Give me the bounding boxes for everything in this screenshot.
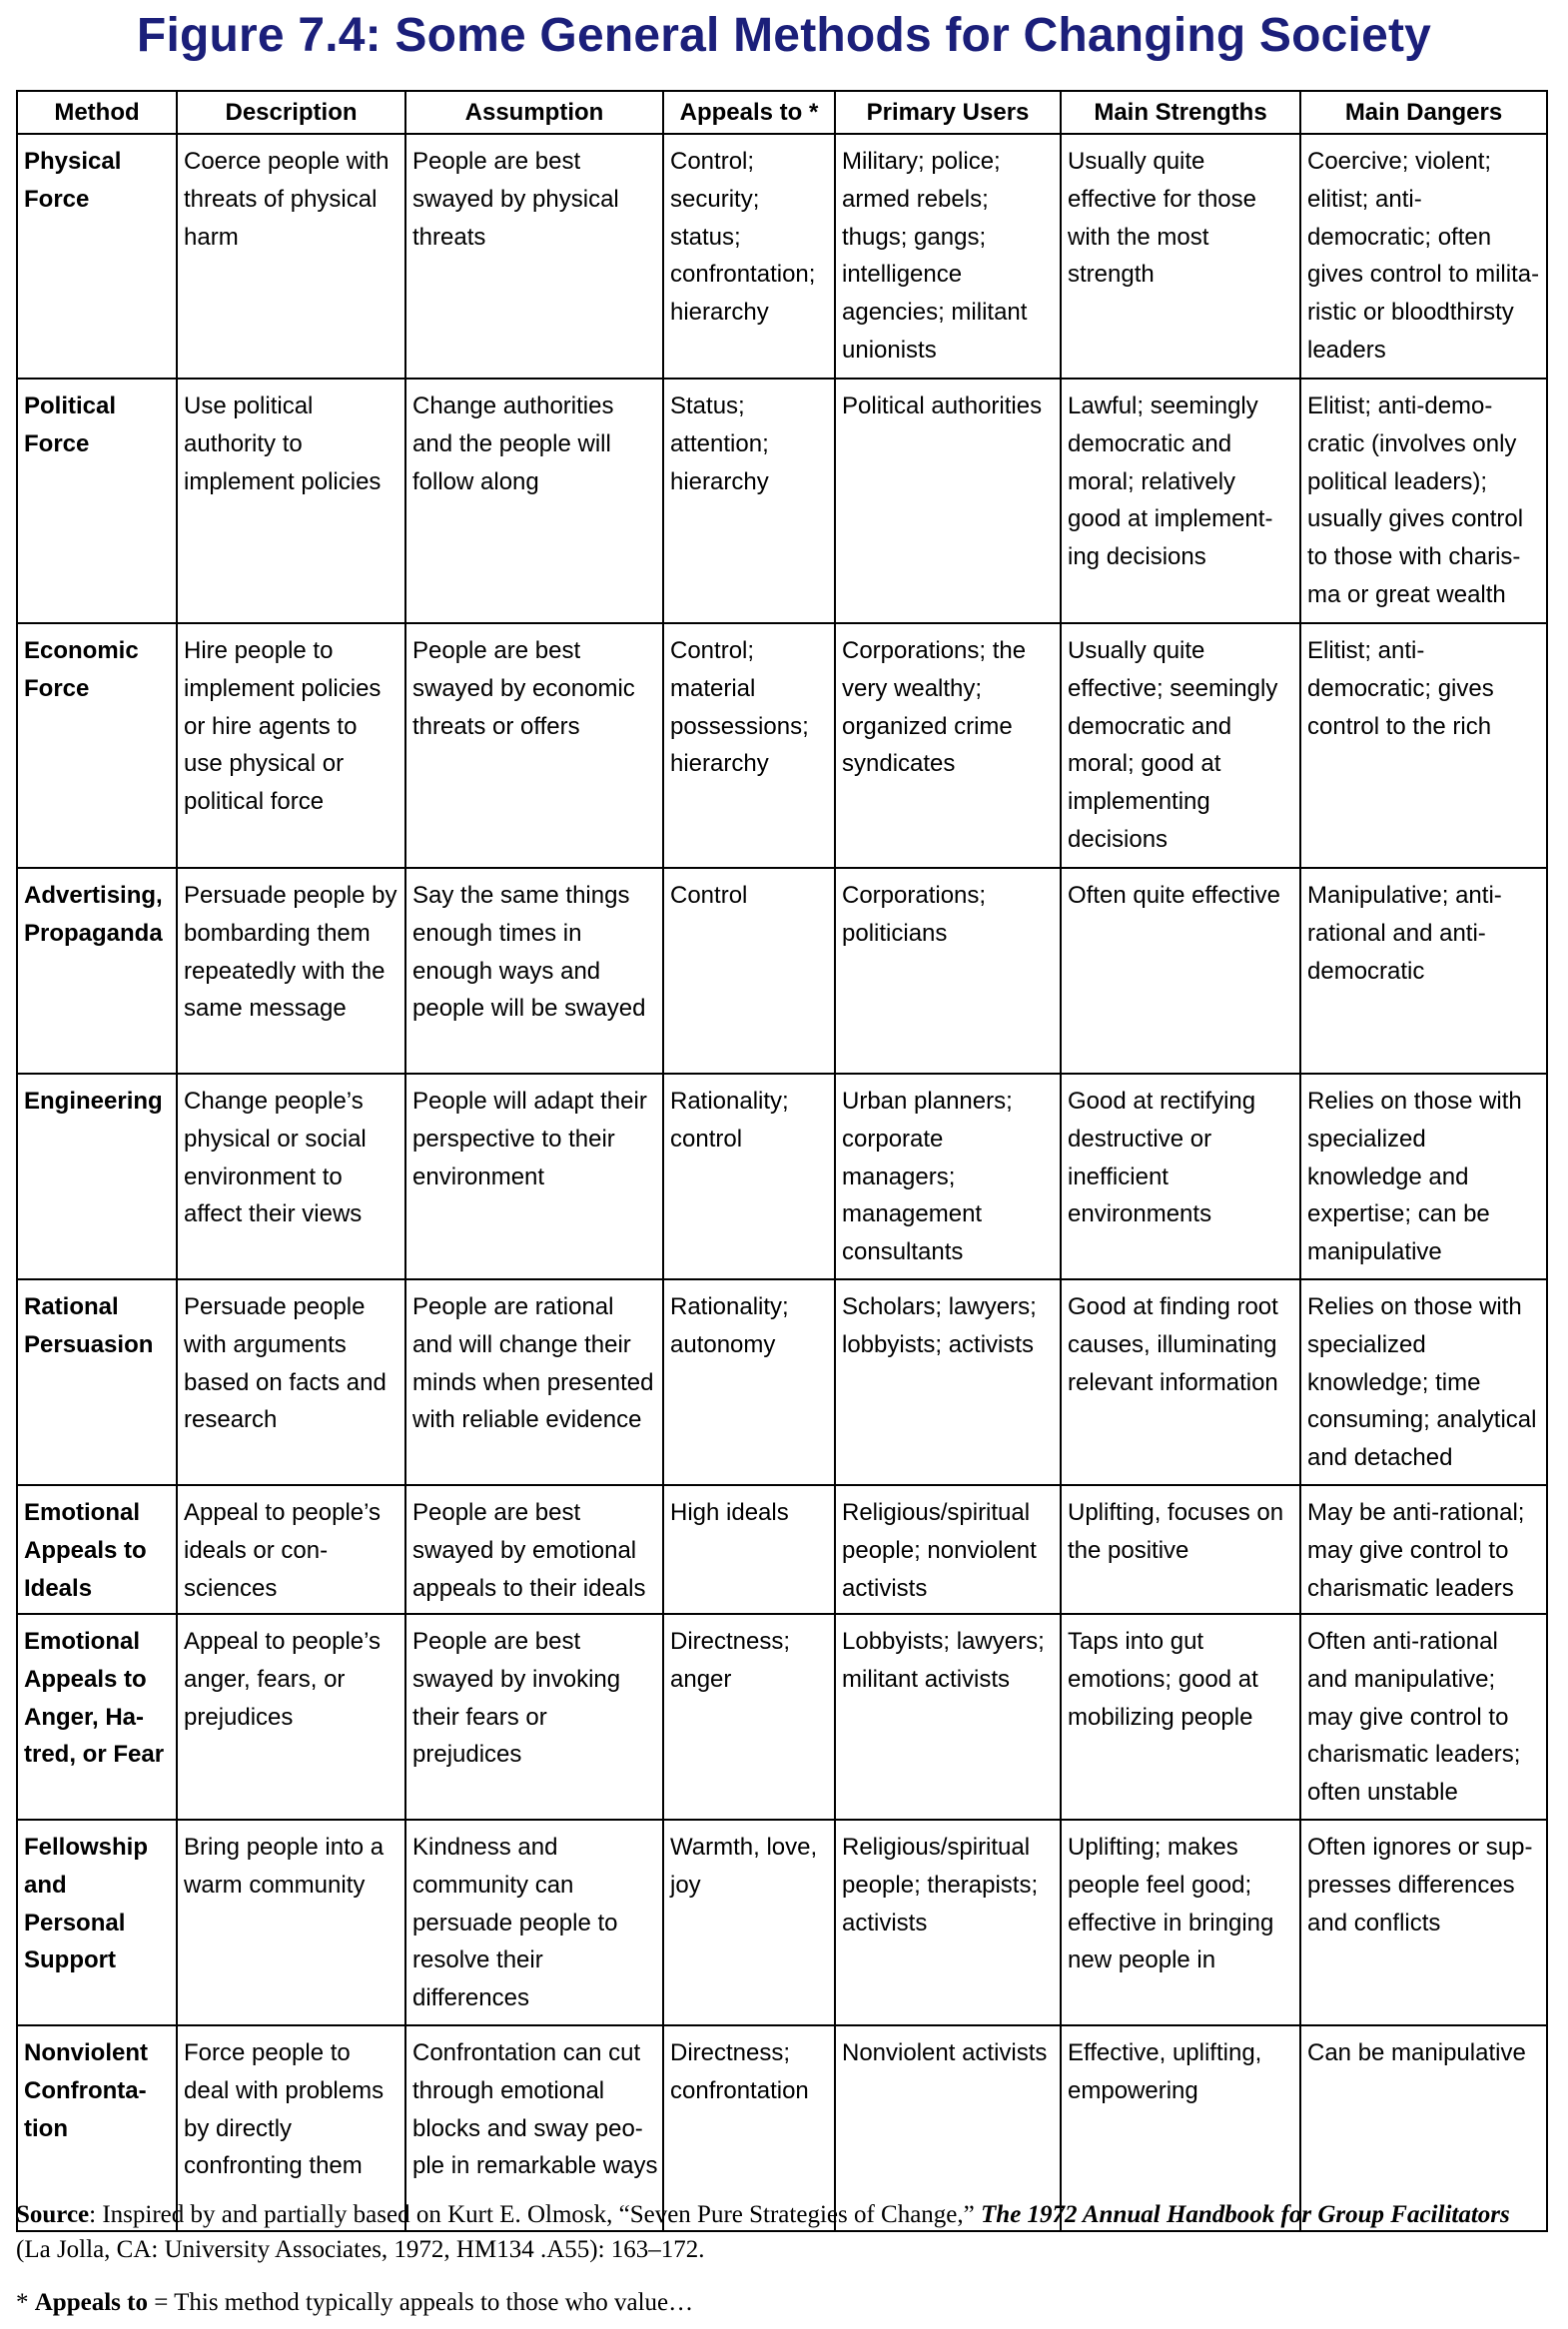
primary-users-cell: Nonviolent activists: [835, 2025, 1061, 2231]
description-cell: Appeal to people’s anger, fears, or prejudices: [177, 1614, 405, 1820]
table-row: [17, 1614, 1547, 1820]
assumption-cell: People are best swayed by physical threats: [405, 134, 663, 379]
primary-users-cell: Military; police; armed rebels; thugs; gangs; intelligence agencies; militant unionists: [835, 134, 1061, 379]
primary-users-cell: Corporations; politicians: [835, 868, 1061, 1074]
strengths-cell: Good at rectifying destructive or inefficient environments: [1061, 1074, 1300, 1279]
table-row: [17, 623, 1547, 868]
strengths-cell: Good at finding root causes, illuminating relevant information: [1061, 1279, 1300, 1485]
appeals-cell: Control: [663, 868, 835, 1074]
dangers-cell: Coercive; violent; elitist; anti-democratic; often gives control to milita-ristic or bloodthirsty leaders: [1300, 134, 1547, 379]
source-label: Source: [16, 2201, 90, 2228]
method-cell: Economic Force: [17, 623, 177, 868]
figure-title: Figure 7.4: Some General Methods for Changing Society: [136, 9, 1432, 62]
methods-table: [16, 90, 1548, 2232]
appeals-cell: Status; attention; hierarchy: [663, 379, 835, 623]
source-text-2: (La Jolla, CA: University Associates, 1972, HM134 .A55): 163–172.: [16, 2236, 705, 2263]
dangers-cell: Relies on those with specialized knowledge and expertise; can be manipulative: [1300, 1074, 1547, 1279]
dangers-cell: Relies on those with specialized knowledge; time consuming; analytical and detached: [1300, 1279, 1547, 1485]
strengths-cell: Taps into gut emotions; good at mobilizing people: [1061, 1614, 1300, 1820]
primary-users-cell: Urban planners; corporate managers; management consultants: [835, 1074, 1061, 1279]
primary-users-cell: Religious/spiritual people; nonviolent activists: [835, 1485, 1061, 1614]
primary-users-cell: Lobbyists; lawyers; militant activists: [835, 1614, 1061, 1820]
table-row: [17, 868, 1547, 1074]
method-cell: Emotional Appeals to Ideals: [17, 1485, 177, 1614]
strengths-cell: Lawful; seemingly democratic and moral; relatively good at implement-ing decisions: [1061, 379, 1300, 623]
dangers-cell: Often anti-rational and manipulative; may give control to charismatic leaders; often unstable: [1300, 1614, 1547, 1820]
description-cell: Change people’s physical or social environment to affect their views: [177, 1074, 405, 1279]
primary-users-cell: Scholars; lawyers; lobbyists; activists: [835, 1279, 1061, 1485]
description-cell: Bring people into a warm community: [177, 1820, 405, 2025]
table-row: [17, 379, 1547, 623]
dangers-cell: Often ignores or sup-presses differences and conflicts: [1300, 1820, 1547, 2025]
assumption-cell: Say the same things enough times in enough ways and people will be swayed: [405, 868, 663, 1074]
dangers-cell: May be anti-rational; may give control to charismatic leaders: [1300, 1485, 1547, 1614]
description-cell: Appeal to people’s ideals or con-sciences: [177, 1485, 405, 1614]
method-cell: Advertising, Propaganda: [17, 868, 177, 1074]
column-header: Primary Users: [835, 91, 1061, 134]
column-header: Assumption: [405, 91, 663, 134]
dangers-cell: Elitist; anti-democratic; gives control to the rich: [1300, 623, 1547, 868]
description-cell: Force people to deal with problems by directly confronting them: [177, 2025, 405, 2231]
assumption-cell: People are rational and will change their minds when presented with reliable evidence: [405, 1279, 663, 1485]
dangers-cell: Manipulative; anti-rational and anti-democratic: [1300, 868, 1547, 1074]
footnote-text: = This method typically appeals to those who value…: [147, 2289, 694, 2316]
strengths-cell: Often quite effective: [1061, 868, 1300, 1074]
method-cell: Fellowship and Personal Support: [17, 1820, 177, 2025]
table-row: [17, 1279, 1547, 1485]
appeals-cell: High ideals: [663, 1485, 835, 1614]
appeals-cell: Warmth, love, joy: [663, 1820, 835, 2025]
description-cell: Persuade people by bombarding them repeatedly with the same message: [177, 868, 405, 1074]
appeals-cell: Rationality; autonomy: [663, 1279, 835, 1485]
footnote-label: Appeals to: [34, 2289, 148, 2316]
table-row: [17, 1074, 1547, 1279]
method-cell: Emotional Appeals to Anger, Ha-tred, or Fear: [17, 1614, 177, 1820]
column-header: Appeals to *: [663, 91, 835, 134]
description-cell: Hire people to implement policies or hire agents to use physical or political force: [177, 623, 405, 868]
method-cell: Engineering: [17, 1074, 177, 1279]
column-header: Main Dangers: [1300, 91, 1547, 134]
description-cell: Persuade people with arguments based on facts and research: [177, 1279, 405, 1485]
primary-users-cell: Political authorities: [835, 379, 1061, 623]
footnote: [16, 2285, 1546, 2320]
source-text-1: : Inspired by and partially based on Kurt E. Olmosk, “Seven Pure Strategies of Change,”: [89, 2201, 982, 2228]
table-header-row: [17, 91, 1547, 134]
table-row: [17, 1820, 1547, 2025]
description-cell: Use political authority to implement policies: [177, 379, 405, 623]
source-citation: [16, 2197, 1546, 2267]
appeals-cell: Control; material possessions; hierarchy: [663, 623, 835, 868]
assumption-cell: People will adapt their perspective to their environment: [405, 1074, 663, 1279]
assumption-cell: People are best swayed by emotional appeals to their ideals: [405, 1485, 663, 1614]
appeals-cell: Directness; anger: [663, 1614, 835, 1820]
assumption-cell: People are best swayed by economic threats or offers: [405, 623, 663, 868]
method-cell: Nonviolent Confronta-tion: [17, 2025, 177, 2231]
method-cell: Political Force: [17, 379, 177, 623]
method-cell: Physical Force: [17, 134, 177, 379]
column-header: Method: [17, 91, 177, 134]
strengths-cell: Usually quite effective for those with the most strength: [1061, 134, 1300, 379]
appeals-cell: Directness; confrontation: [663, 2025, 835, 2231]
strengths-cell: Effective, uplifting, empowering: [1061, 2025, 1300, 2231]
assumption-cell: Change authorities and the people will follow along: [405, 379, 663, 623]
dangers-cell: Elitist; anti-demo-cratic (involves only political leaders); usually gives control to those with charis-ma or great wealth: [1300, 379, 1547, 623]
dangers-cell: Can be manipulative: [1300, 2025, 1547, 2231]
description-cell: Coerce people with threats of physical harm: [177, 134, 405, 379]
primary-users-cell: Religious/spiritual people; therapists; activists: [835, 1820, 1061, 2025]
appeals-cell: Rationality; control: [663, 1074, 835, 1279]
source-book-title: The 1972 Annual Handbook for Group Facilitators: [981, 2201, 1510, 2228]
assumption-cell: Confrontation can cut through emotional blocks and sway peo-ple in remarkable ways: [405, 2025, 663, 2231]
strengths-cell: Uplifting; makes people feel good; effective in bringing new people in: [1061, 1820, 1300, 2025]
primary-users-cell: Corporations; the very wealthy; organized crime syndicates: [835, 623, 1061, 868]
strengths-cell: Uplifting, focuses on the positive: [1061, 1485, 1300, 1614]
assumption-cell: Kindness and community can persuade people to resolve their differences: [405, 1820, 663, 2025]
column-header: Description: [177, 91, 405, 134]
column-header: Main Strengths: [1061, 91, 1300, 134]
assumption-cell: People are best swayed by invoking their fears or prejudices: [405, 1614, 663, 1820]
appeals-cell: Control; security; status; confrontation; hierarchy: [663, 134, 835, 379]
method-cell: Rational Persuasion: [17, 1279, 177, 1485]
table-row: [17, 134, 1547, 379]
footnote-star: *: [16, 2289, 35, 2316]
table-row: [17, 1485, 1547, 1614]
strengths-cell: Usually quite effective; seemingly democratic and moral; good at implementing decisions: [1061, 623, 1300, 868]
